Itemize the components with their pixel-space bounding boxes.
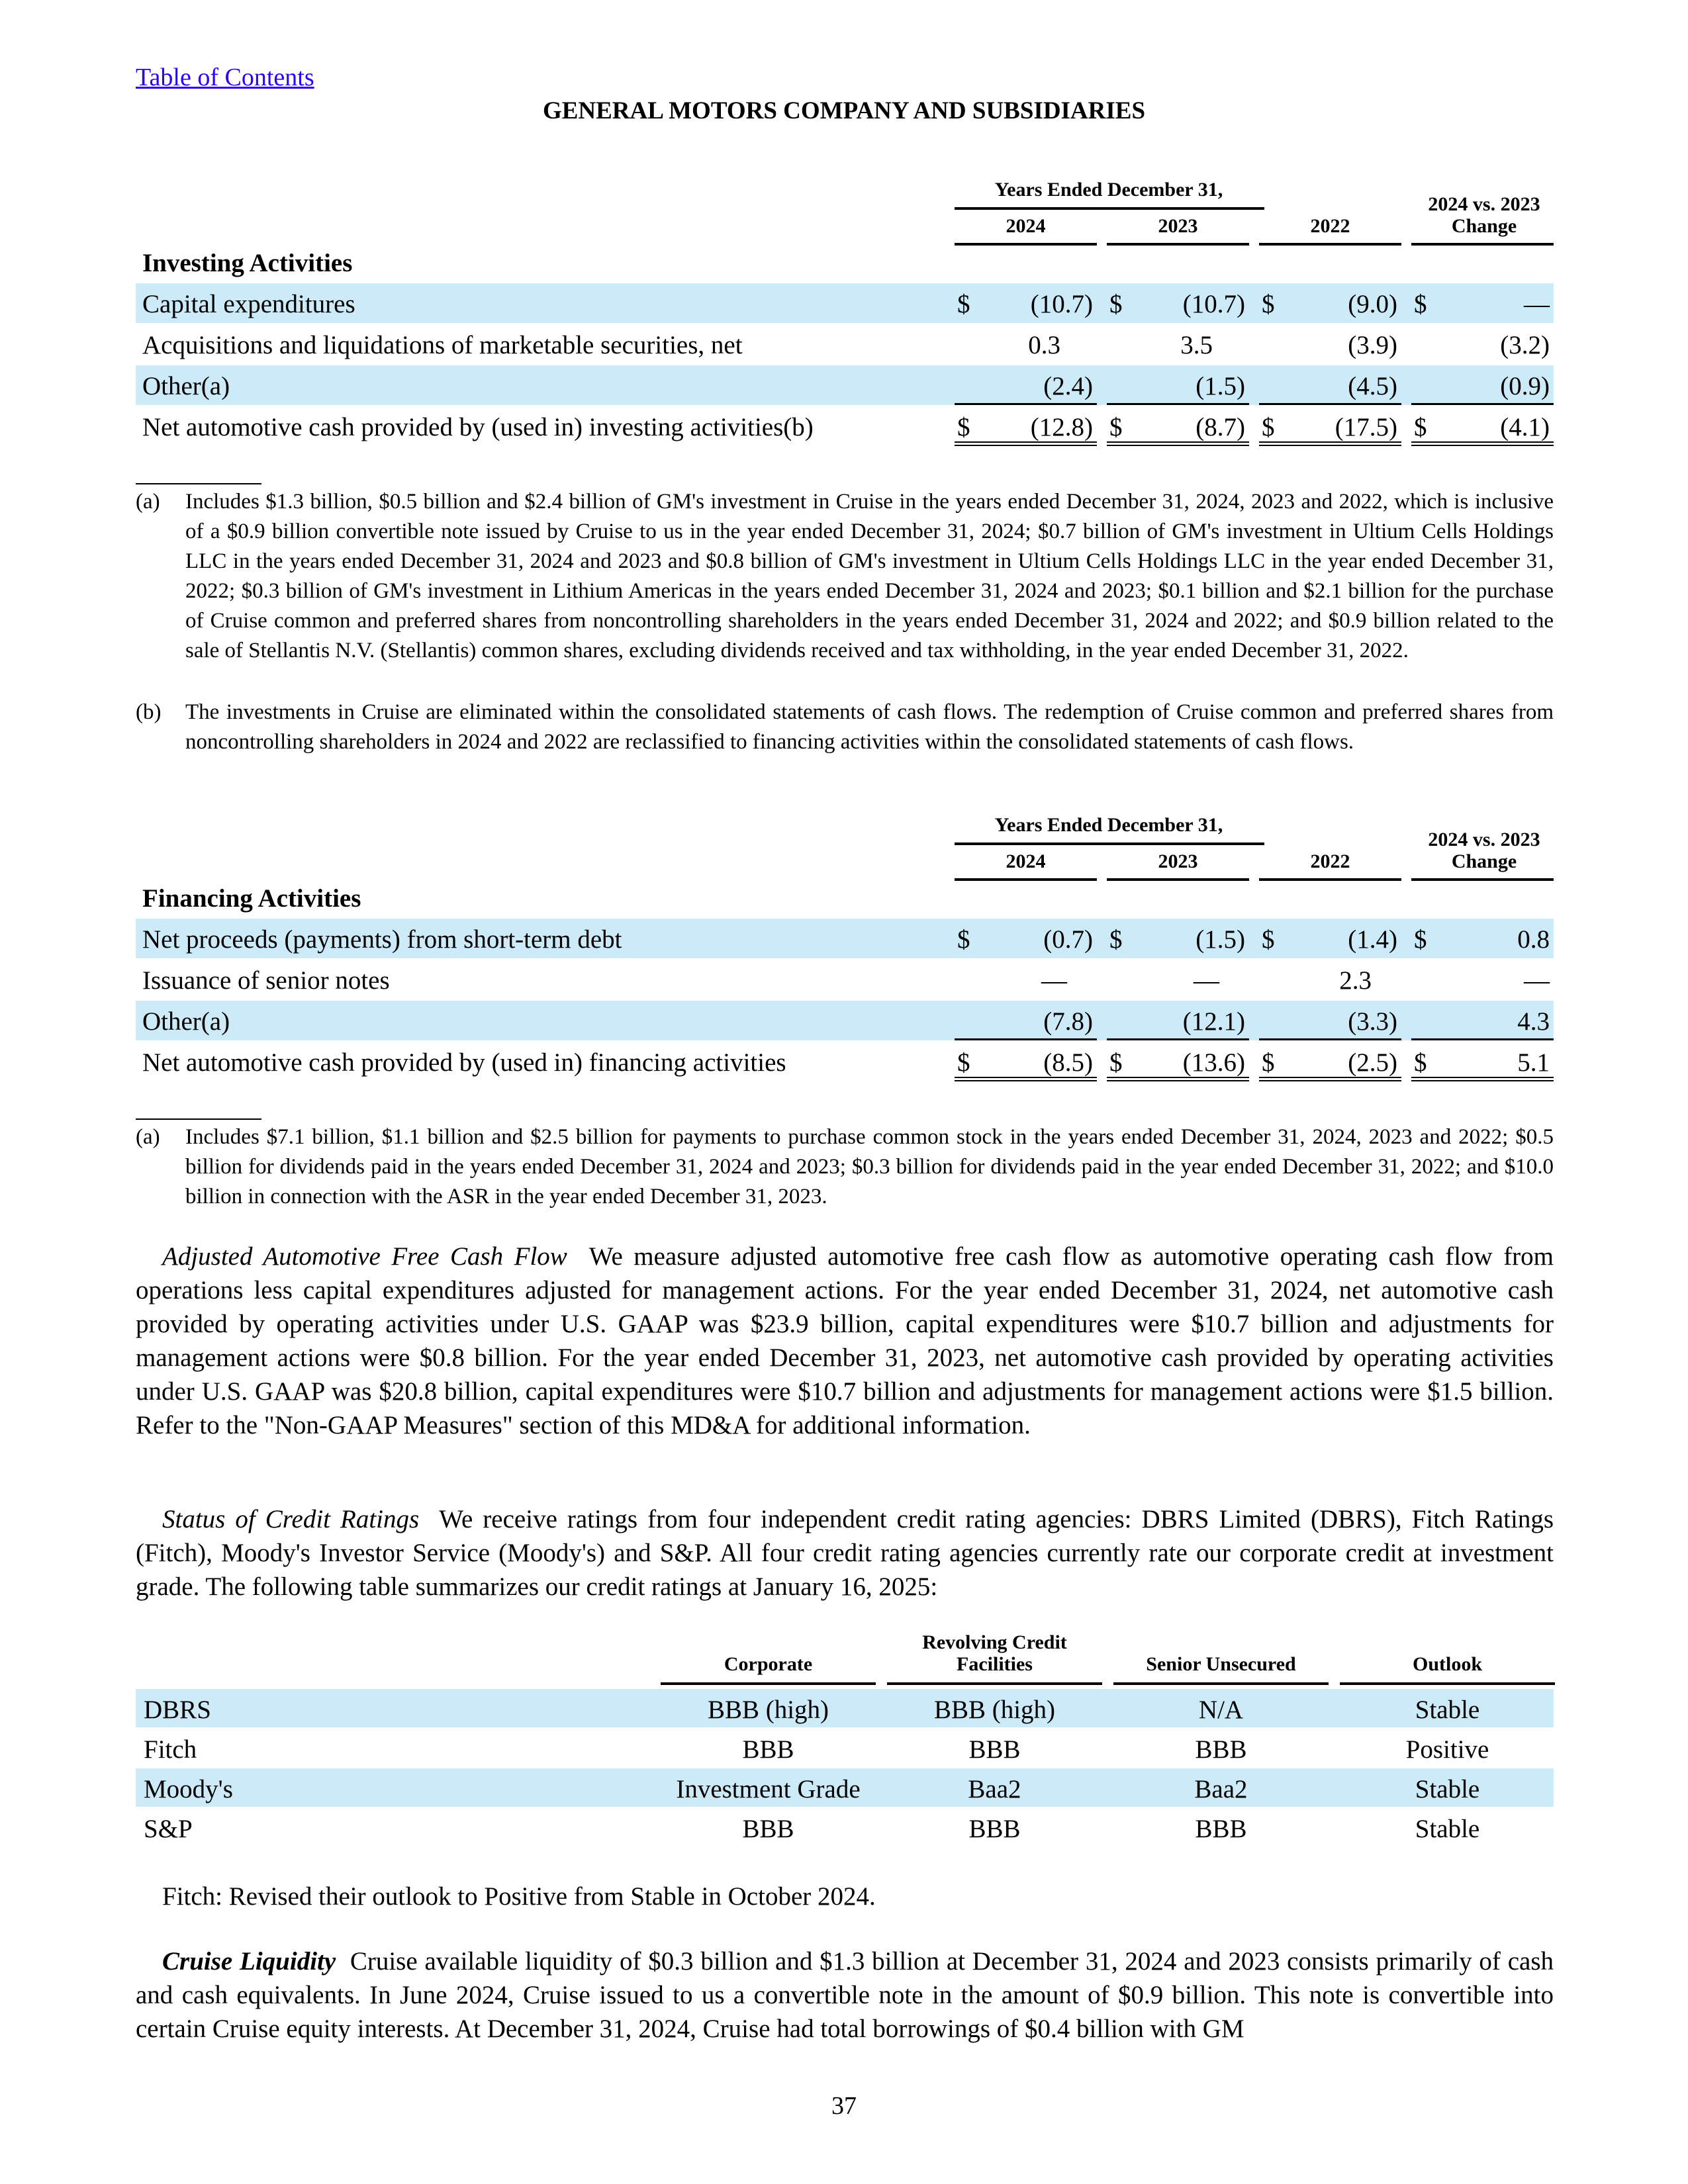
- value-change: —: [1524, 966, 1550, 995]
- header-rule: [1259, 243, 1401, 246]
- change-column-header: [1415, 829, 1554, 872]
- footnote-a: [136, 1122, 1554, 1212]
- table-row: [136, 1808, 1554, 1846]
- currency-symbol: $: [957, 925, 970, 954]
- column-header-2022: 2022: [1310, 850, 1350, 872]
- outlook-value: Stable: [1415, 1775, 1480, 1803]
- currency-symbol: $: [1109, 1048, 1123, 1077]
- corporate-rating: BBB: [742, 1815, 794, 1843]
- value-2022: (9.0): [1348, 290, 1397, 318]
- table-row: [136, 1729, 1554, 1767]
- value-2023: (10.7): [1182, 290, 1245, 318]
- free-cash-flow-paragraph: [136, 1240, 1554, 1442]
- header-rule: [955, 243, 1097, 246]
- column-header-2024: 2024: [1006, 215, 1046, 237]
- footnote-marker: (a): [136, 1125, 160, 1149]
- credit-ratings-paragraph: [136, 1502, 1554, 1604]
- table-row: [136, 365, 1554, 405]
- footnote-text: The investments in Cruise are eliminated within the consolidated statements of cash flows. The redemption of Cruise common and preferred shares from noncontrolling shareholders in 2024 and 2022 are reclassified to financing activities within the consolidated statements of cash flows.: [185, 700, 1554, 754]
- currency-symbol: $: [1262, 1048, 1275, 1077]
- value-2022: (3.3): [1348, 1007, 1397, 1036]
- investing-activities-table: [136, 179, 1554, 457]
- fitch-outlook-note: [136, 1880, 1554, 1913]
- value-2022: (1.4): [1348, 925, 1397, 954]
- footnote-text: Includes $1.3 billion, $0.5 billion and $2.4 billion of GM's investment in Cruise in the years ended December 31, 2024, 2023 and 2022, which is inclusive of a $0.9 billion convertible note issued by Cruise to us in the year ended December 31, 2024; $0.7 billion of GM's investment in Ultium Cells Holdings LLC in the years ended December 31, 2024 and 2023 and $0.8 billion of GM's investment in Ultium Cells Holdings LLC in the year ended December 31, 2022; $0.3 billion of GM's investment in Lithium Americas in the years ended December 31, 2024 and 2023; $0.1 billion and $2.1 billion for the purchase of Cruise common and preferred shares from noncontrolling shareholders in the years ended December 31, 2024 and 2022; and $0.9 billion related to the sale of Stellantis N.V. (Stellantis) common shares, excluding dividends received and tax withholding, in the year ended December 31, 2022.: [185, 490, 1554, 662]
- table-row: [136, 960, 1554, 999]
- header-rule: [1113, 1682, 1329, 1685]
- agency-name: Moody's: [144, 1775, 233, 1803]
- value-2024: (8.5): [1043, 1048, 1093, 1077]
- value-2022: 2.3: [1339, 966, 1372, 995]
- footnote-a: [136, 487, 1554, 666]
- row-label: Net automotive cash provided by (used in) financing activities: [142, 1048, 786, 1077]
- company-heading: GENERAL MOTORS COMPANY AND SUBSIDIARIES: [542, 97, 1146, 124]
- column-header-2023: 2023: [1158, 850, 1198, 872]
- header-rule: [1107, 243, 1249, 246]
- value-change: —: [1524, 290, 1550, 318]
- currency-symbol: $: [957, 413, 970, 441]
- row-label: Net automotive cash provided by (used in) investing activities(b): [142, 413, 814, 441]
- column-header-revolving: [887, 1631, 1102, 1675]
- value-2022: (4.5): [1348, 372, 1397, 400]
- agency-name: S&P: [144, 1815, 193, 1843]
- senior-unsecured-rating: Baa2: [1194, 1775, 1248, 1803]
- note-text: Fitch: Revised their outlook to Positive from Stable in October 2024.: [162, 1882, 876, 1911]
- table-of-contents-link[interactable]: Table of Contents: [136, 64, 314, 91]
- paragraph-text: We receive ratings from four independent credit rating agencies: DBRS Limited (DBRS), Fitch Ratings (Fitch), Moody's Investor Service (Moody's) and S&P. All four credit rating agencies currently rate our corporate credit at investment grade. The following table summarizes our credit ratings at January 16, 2025:: [136, 1505, 1554, 1601]
- paragraph-lead: Adjusted Automotive Free Cash Flow: [162, 1242, 567, 1271]
- currency-symbol: $: [1109, 290, 1123, 318]
- value-change: 0.8: [1517, 925, 1550, 954]
- financing-activities-table: [136, 814, 1554, 1092]
- currency-symbol: $: [1414, 413, 1427, 441]
- senior-unsecured-rating: BBB: [1195, 1815, 1247, 1843]
- change-header-line-2: Change: [1451, 215, 1517, 237]
- header-rule: [1259, 878, 1401, 881]
- header-rule: [661, 1682, 876, 1685]
- table-row: [136, 1689, 1554, 1727]
- footnote-rule: [136, 483, 261, 484]
- table-row: [136, 1001, 1554, 1040]
- footnote-marker: (a): [136, 490, 160, 514]
- value-2023: (1.5): [1196, 372, 1245, 400]
- revolving-header-line-1: Revolving Credit: [922, 1631, 1067, 1653]
- header-rule: [955, 207, 1264, 210]
- years-ended-header: Years Ended December 31,: [994, 179, 1223, 201]
- row-label: Issuance of senior notes: [142, 966, 390, 995]
- value-2023: (8.7): [1196, 413, 1245, 441]
- table-row: [136, 324, 1554, 364]
- paragraph-text: We measure adjusted automotive free cash flow as automotive operating cash flow from operations less capital expenditures adjusted for management actions. For the year ended December 31, 2024, net automotive cash provided by operating activities under U.S. GAAP was $23.9 billion, capital expenditures were $10.7 billion and adjustments for management actions were $0.8 billion. For the year ended December 31, 2023, net automotive cash provided by operating activities under U.S. GAAP was $20.8 billion, capital expenditures were $10.7 billion and adjustments for management actions were $1.5 billion. Refer to the "Non-GAAP Measures" section of this MD&A for additional information.: [136, 1242, 1554, 1439]
- table-row: [136, 1768, 1554, 1807]
- header-rule: [955, 878, 1097, 881]
- value-2024: (12.8): [1030, 413, 1093, 441]
- senior-unsecured-rating: BBB: [1195, 1735, 1247, 1764]
- cruise-liquidity-paragraph: [136, 1944, 1554, 2046]
- currency-symbol: $: [1109, 413, 1123, 441]
- row-label: Capital expenditures: [142, 290, 355, 318]
- revolving-rating: BBB: [968, 1815, 1021, 1843]
- header-rule: [955, 842, 1264, 845]
- value-2023: 3.5: [1180, 331, 1213, 359]
- value-change: (0.9): [1500, 372, 1550, 400]
- paragraph-text: Cruise available liquidity of $0.3 billion and $1.3 billion at December 31, 2024 and 2023 consists primarily of cash and cash equivalents. In June 2024, Cruise issued to us a convertible note in the amount of $0.9 billion. This note is convertible into certain Cruise equity interests. At December 31, 2024, Cruise had total borrowings of $0.4 billion with GM: [136, 1947, 1554, 2043]
- currency-symbol: $: [1414, 925, 1427, 954]
- value-2023: (1.5): [1196, 925, 1245, 954]
- agency-name: Fitch: [144, 1735, 197, 1764]
- header-rule: [1411, 878, 1554, 881]
- header-rule: [887, 1682, 1102, 1685]
- column-header-outlook: Outlook: [1412, 1653, 1483, 1675]
- value-change: (3.2): [1500, 331, 1550, 359]
- row-label: Other(a): [142, 1007, 230, 1036]
- value-change: 5.1: [1517, 1048, 1550, 1077]
- currency-symbol: $: [1262, 925, 1275, 954]
- footnote-rule: [136, 1118, 261, 1120]
- row-label: Acquisitions and liquidations of marketable securities, net: [142, 331, 743, 359]
- years-ended-header: Years Ended December 31,: [994, 814, 1223, 836]
- revolving-rating: Baa2: [968, 1775, 1021, 1803]
- corporate-rating: Investment Grade: [676, 1775, 861, 1803]
- revolving-header-line-2: Facilities: [957, 1653, 1033, 1675]
- column-header-2022: 2022: [1310, 215, 1350, 237]
- value-2023: —: [1194, 966, 1219, 995]
- outlook-value: Stable: [1415, 1815, 1480, 1843]
- value-2024: (7.8): [1043, 1007, 1093, 1036]
- header-rule: [1340, 1682, 1555, 1685]
- corporate-rating: BBB (high): [707, 1696, 829, 1724]
- footnote-marker: (b): [136, 700, 162, 724]
- change-header-line-1: 2024 vs. 2023: [1428, 193, 1540, 215]
- currency-symbol: $: [1262, 290, 1275, 318]
- currency-symbol: $: [1414, 290, 1427, 318]
- value-2024: (10.7): [1030, 290, 1093, 318]
- row-label: Net proceeds (payments) from short-term debt: [142, 925, 622, 954]
- revolving-rating: BBB: [968, 1735, 1021, 1764]
- revolving-rating: BBB (high): [933, 1696, 1056, 1724]
- value-2024: (0.7): [1043, 925, 1093, 954]
- change-column-header: [1415, 193, 1554, 237]
- footnote-text: Includes $7.1 billion, $1.1 billion and $2.5 billion for payments to purchase common stock in the years ended December 31, 2024, 2023 and 2022; $0.5 billion for dividends paid in the years ended December 31, 2024 and 2023; $0.3 billion for dividends paid in the year ended December 31, 2022; and $10.0 billion in connection with the ASR in the year ended December 31, 2023.: [185, 1125, 1554, 1208]
- header-rule: [1411, 243, 1554, 246]
- value-change: (4.1): [1500, 413, 1550, 441]
- paragraph-lead: Cruise Liquidity: [162, 1947, 336, 1976]
- outlook-value: Positive: [1405, 1735, 1489, 1764]
- value-2022: (2.5): [1348, 1048, 1397, 1077]
- currency-symbol: $: [1414, 1048, 1427, 1077]
- corporate-rating: BBB: [742, 1735, 794, 1764]
- section-title: Investing Activities: [142, 249, 353, 277]
- table-row-total: [136, 406, 1554, 446]
- value-2024: —: [1041, 966, 1067, 995]
- table-row: [136, 283, 1554, 323]
- change-header-line-1: 2024 vs. 2023: [1428, 829, 1540, 850]
- value-change: 4.3: [1517, 1007, 1550, 1036]
- column-header-2024: 2024: [1006, 850, 1046, 872]
- table-row: [136, 919, 1554, 958]
- senior-unsecured-rating: N/A: [1198, 1696, 1244, 1724]
- agency-name: DBRS: [144, 1696, 211, 1724]
- column-header-corporate: Corporate: [724, 1653, 813, 1675]
- section-title: Financing Activities: [142, 884, 361, 913]
- value-2023: (13.6): [1182, 1048, 1245, 1077]
- currency-symbol: $: [1109, 925, 1123, 954]
- value-2022: (17.5): [1335, 413, 1397, 441]
- currency-symbol: $: [1262, 413, 1275, 441]
- currency-symbol: $: [957, 290, 970, 318]
- currency-symbol: $: [957, 1048, 970, 1077]
- page-number: 37: [831, 2092, 857, 2120]
- row-label: Other(a): [142, 372, 230, 400]
- value-2022: (3.9): [1348, 331, 1397, 359]
- column-header-senior-unsecured: Senior Unsecured: [1146, 1653, 1296, 1675]
- paragraph-lead: Status of Credit Ratings: [162, 1505, 420, 1533]
- footnote-b: [136, 698, 1554, 757]
- change-header-line-2: Change: [1451, 850, 1517, 872]
- column-header-2023: 2023: [1158, 215, 1198, 237]
- value-2023: (12.1): [1182, 1007, 1245, 1036]
- outlook-value: Stable: [1415, 1696, 1480, 1724]
- header-rule: [1107, 878, 1249, 881]
- value-2024: (2.4): [1043, 372, 1093, 400]
- table-row-total: [136, 1042, 1554, 1081]
- value-2024: 0.3: [1028, 331, 1060, 359]
